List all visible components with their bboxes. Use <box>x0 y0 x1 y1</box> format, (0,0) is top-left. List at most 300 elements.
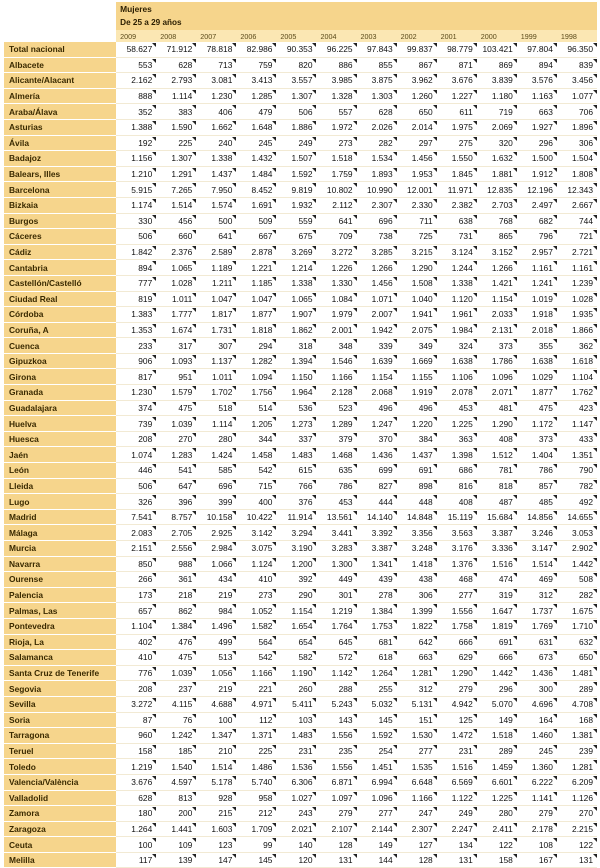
value-cell: 384 <box>397 431 437 447</box>
value-cell: 1.932 <box>276 197 316 213</box>
value-cell: 439 <box>357 572 397 588</box>
value-cell: 468 <box>437 572 477 588</box>
value-cell: 1.961 <box>437 307 477 323</box>
value-cell: 1.442 <box>557 556 597 572</box>
value-cell: 782 <box>557 478 597 494</box>
value-cell: 1.281 <box>557 759 597 775</box>
value-cell: 449 <box>316 572 356 588</box>
value-cell: 239 <box>557 743 597 759</box>
province-label: Gipuzkoa <box>4 353 116 369</box>
value-cell: 2.069 <box>477 119 517 135</box>
value-cell: 306 <box>397 587 437 603</box>
value-cell: 1.388 <box>116 119 156 135</box>
value-cell: 1.200 <box>276 556 316 572</box>
table-row <box>4 525 597 541</box>
value-cell: 506 <box>276 104 316 120</box>
value-cell: 796 <box>517 229 557 245</box>
value-cell: 786 <box>517 463 557 479</box>
value-cell: 1.154 <box>357 369 397 385</box>
value-cell: 282 <box>357 135 397 151</box>
value-cell: 245 <box>517 743 557 759</box>
value-cell: 1.040 <box>397 291 437 307</box>
value-cell: 12.001 <box>397 182 437 198</box>
value-cell: 1.114 <box>196 416 236 432</box>
value-cell: 1.618 <box>557 353 597 369</box>
value-cell: 219 <box>196 681 236 697</box>
value-cell: 1.556 <box>437 603 477 619</box>
value-cell: 1.219 <box>316 603 356 619</box>
value-cell: 3.053 <box>557 525 597 541</box>
value-cell: 1.941 <box>397 307 437 323</box>
value-cell: 4.597 <box>156 774 196 790</box>
value-cell: 1.518 <box>316 151 356 167</box>
value-cell: 2.071 <box>477 385 517 401</box>
value-cell: 1.077 <box>557 88 597 104</box>
value-cell: 1.285 <box>236 88 276 104</box>
value-cell: 1.437 <box>397 447 437 463</box>
year-header-cell: 1998 <box>557 30 597 42</box>
value-cell: 1.264 <box>357 665 397 681</box>
value-cell: 638 <box>437 213 477 229</box>
value-cell: 103.421 <box>477 42 517 57</box>
province-label: Cantabria <box>4 260 116 276</box>
value-cell: 3.190 <box>276 541 316 557</box>
value-cell: 818 <box>477 478 517 494</box>
value-cell: 7.950 <box>196 182 236 198</box>
value-cell: 984 <box>196 603 236 619</box>
value-cell: 5.915 <box>116 182 156 198</box>
value-cell: 225 <box>156 135 196 151</box>
province-label: Araba/Álava <box>4 104 116 120</box>
value-cell: 3.081 <box>196 73 236 89</box>
value-cell: 1.540 <box>156 759 196 775</box>
value-cell: 9.819 <box>276 182 316 198</box>
value-cell: 2.957 <box>517 244 557 260</box>
value-cell: 1.096 <box>357 790 397 806</box>
value-cell: 475 <box>517 400 557 416</box>
value-cell: 1.512 <box>477 447 517 463</box>
value-cell: 3.985 <box>316 73 356 89</box>
value-cell: 7.265 <box>156 182 196 198</box>
value-cell: 1.142 <box>316 665 356 681</box>
value-cell: 3.576 <box>517 73 557 89</box>
value-cell: 673 <box>517 650 557 666</box>
value-cell: 1.094 <box>236 369 276 385</box>
value-cell: 108 <box>517 837 557 853</box>
value-cell: 249 <box>276 135 316 151</box>
value-cell: 145 <box>236 852 276 868</box>
value-cell: 817 <box>116 369 156 385</box>
value-cell: 361 <box>156 572 196 588</box>
value-cell: 585 <box>196 463 236 479</box>
value-cell: 11.914 <box>276 509 316 525</box>
value-cell: 1.756 <box>236 385 276 401</box>
year-header-cell: 2000 <box>477 30 517 42</box>
value-cell: 243 <box>276 806 316 822</box>
value-cell: 1.161 <box>517 260 557 276</box>
province-label: Segovia <box>4 681 116 697</box>
value-cell: 3.839 <box>477 73 517 89</box>
value-cell: 128 <box>397 852 437 868</box>
value-cell: 1.758 <box>437 618 477 634</box>
value-cell: 97.804 <box>517 42 557 57</box>
header-blank-cell <box>4 30 116 42</box>
value-cell: 857 <box>517 478 557 494</box>
value-cell: 3.336 <box>477 541 517 557</box>
value-cell: 319 <box>477 587 517 603</box>
table-row <box>4 790 597 806</box>
value-cell: 650 <box>557 650 597 666</box>
value-cell: 410 <box>116 650 156 666</box>
value-cell: 145 <box>357 712 397 728</box>
value-cell: 1.648 <box>236 119 276 135</box>
value-cell: 1.731 <box>196 322 236 338</box>
value-cell: 1.919 <box>397 385 437 401</box>
value-cell: 337 <box>276 431 316 447</box>
value-cell: 363 <box>437 431 477 447</box>
value-cell: 898 <box>397 478 437 494</box>
value-cell: 173 <box>116 587 156 603</box>
value-cell: 1.574 <box>196 197 236 213</box>
value-cell: 1.953 <box>397 166 437 182</box>
value-cell: 1.230 <box>116 385 156 401</box>
value-cell: 4.688 <box>196 696 236 712</box>
value-cell: 446 <box>116 463 156 479</box>
value-cell: 149 <box>357 837 397 853</box>
value-cell: 151 <box>397 712 437 728</box>
value-cell: 686 <box>437 463 477 479</box>
value-cell: 374 <box>116 400 156 416</box>
value-cell: 2.026 <box>357 119 397 135</box>
value-cell: 349 <box>397 338 437 354</box>
value-cell: 8.452 <box>236 182 276 198</box>
province-label: Lugo <box>4 494 116 510</box>
value-cell: 663 <box>517 104 557 120</box>
province-label: Asturias <box>4 119 116 135</box>
value-cell: 1.530 <box>397 728 437 744</box>
value-cell: 506 <box>116 478 156 494</box>
value-cell: 131 <box>557 852 597 868</box>
value-cell: 438 <box>397 572 437 588</box>
value-cell: 434 <box>196 572 236 588</box>
value-cell: 1.737 <box>517 603 557 619</box>
value-cell: 1.964 <box>276 385 316 401</box>
value-cell: 270 <box>557 806 597 822</box>
value-cell: 1.290 <box>397 260 437 276</box>
value-cell: 1.486 <box>236 759 276 775</box>
value-cell: 1.472 <box>437 728 477 744</box>
value-cell: 1.702 <box>196 385 236 401</box>
value-cell: 1.338 <box>196 151 236 167</box>
province-label: Total nacional <box>4 42 116 57</box>
value-cell: 1.877 <box>517 385 557 401</box>
value-cell: 300 <box>517 681 557 697</box>
value-cell: 8.757 <box>156 509 196 525</box>
table-row <box>4 634 597 650</box>
province-label: Castellón/Castelló <box>4 275 116 291</box>
province-label: Pontevedra <box>4 618 116 634</box>
value-cell: 233 <box>116 338 156 354</box>
province-label: Málaga <box>4 525 116 541</box>
table-row <box>4 229 597 245</box>
value-cell: 3.147 <box>517 541 557 557</box>
value-cell: 6.569 <box>437 774 477 790</box>
province-label: Madrid <box>4 509 116 525</box>
table-row <box>4 213 597 229</box>
province-label: León <box>4 463 116 479</box>
value-cell: 1.394 <box>276 353 316 369</box>
value-cell: 572 <box>316 650 356 666</box>
value-cell: 13.561 <box>316 509 356 525</box>
value-cell: 553 <box>116 57 156 73</box>
value-cell: 1.818 <box>236 322 276 338</box>
table-row <box>4 759 597 775</box>
value-cell: 1.459 <box>477 759 517 775</box>
value-cell: 96.350 <box>557 42 597 57</box>
value-cell: 266 <box>116 572 156 588</box>
value-cell: 819 <box>116 291 156 307</box>
value-cell: 1.437 <box>196 166 236 182</box>
value-cell: 1.975 <box>437 119 477 135</box>
table-row <box>4 73 597 89</box>
value-cell: 317 <box>156 338 196 354</box>
year-header-cell: 2003 <box>357 30 397 42</box>
value-cell: 400 <box>236 494 276 510</box>
value-cell: 307 <box>196 338 236 354</box>
value-cell: 1.647 <box>477 603 517 619</box>
value-cell: 2.382 <box>437 197 477 213</box>
header-blank-cell <box>4 16 116 30</box>
value-cell: 738 <box>357 229 397 245</box>
value-cell: 1.328 <box>316 88 356 104</box>
value-cell: 14.655 <box>557 509 597 525</box>
value-cell: 87 <box>116 712 156 728</box>
value-cell: 158 <box>116 743 156 759</box>
value-cell: 1.289 <box>316 416 356 432</box>
value-cell: 4.115 <box>156 696 196 712</box>
value-cell: 1.918 <box>517 307 557 323</box>
value-cell: 541 <box>156 463 196 479</box>
value-cell: 654 <box>276 634 316 650</box>
value-cell: 506 <box>116 229 156 245</box>
value-cell: 1.669 <box>397 353 437 369</box>
value-cell: 1.893 <box>357 166 397 182</box>
value-cell: 3.246 <box>517 525 557 541</box>
value-cell: 237 <box>156 681 196 697</box>
value-cell: 820 <box>276 57 316 73</box>
value-cell: 76 <box>156 712 196 728</box>
value-cell: 1.376 <box>437 556 477 572</box>
value-cell: 5.411 <box>276 696 316 712</box>
table-row <box>4 821 597 837</box>
value-cell: 208 <box>116 431 156 447</box>
value-cell: 3.272 <box>316 244 356 260</box>
value-cell: 453 <box>437 400 477 416</box>
value-cell: 475 <box>156 400 196 416</box>
province-label: Ceuta <box>4 837 116 853</box>
value-cell: 1.514 <box>196 759 236 775</box>
value-cell: 396 <box>156 494 196 510</box>
value-cell: 2.107 <box>316 821 356 837</box>
table-row <box>4 743 597 759</box>
value-cell: 1.481 <box>557 665 597 681</box>
table-row <box>4 494 597 510</box>
value-cell: 777 <box>116 275 156 291</box>
value-cell: 1.927 <box>517 119 557 135</box>
value-cell: 10.158 <box>196 509 236 525</box>
value-cell: 3.387 <box>357 541 397 557</box>
value-cell: 1.221 <box>236 260 276 276</box>
value-cell: 1.161 <box>557 260 597 276</box>
value-cell: 402 <box>116 634 156 650</box>
value-cell: 1.290 <box>437 665 477 681</box>
value-cell: 2.068 <box>357 385 397 401</box>
value-cell: 2.307 <box>357 197 397 213</box>
value-cell: 231 <box>437 743 477 759</box>
value-cell: 691 <box>477 634 517 650</box>
value-cell: 1.126 <box>557 790 597 806</box>
value-cell: 120 <box>276 852 316 868</box>
value-cell: 2.902 <box>557 541 597 557</box>
value-cell: 813 <box>156 790 196 806</box>
value-cell: 3.269 <box>276 244 316 260</box>
value-cell: 1.822 <box>397 618 437 634</box>
value-cell: 1.536 <box>276 759 316 775</box>
value-cell: 279 <box>316 806 356 822</box>
value-cell: 3.272 <box>116 696 156 712</box>
value-cell: 1.759 <box>316 166 356 182</box>
value-cell: 1.483 <box>276 728 316 744</box>
value-cell: 296 <box>477 681 517 697</box>
value-cell: 699 <box>357 463 397 479</box>
province-label: Salamanca <box>4 650 116 666</box>
value-cell: 496 <box>397 400 437 416</box>
value-cell: 1.156 <box>116 151 156 167</box>
year-header-cell: 2008 <box>156 30 196 42</box>
value-cell: 3.456 <box>557 73 597 89</box>
header-row-title <box>4 2 597 16</box>
value-cell: 408 <box>437 494 477 510</box>
province-label: Córdoba <box>4 307 116 323</box>
table-row <box>4 353 597 369</box>
value-cell: 564 <box>236 634 276 650</box>
value-cell: 6.994 <box>357 774 397 790</box>
value-cell: 523 <box>316 400 356 416</box>
header-row-subtitle <box>4 16 597 30</box>
value-cell: 1.418 <box>397 556 437 572</box>
value-cell: 1.307 <box>276 88 316 104</box>
value-cell: 125 <box>437 712 477 728</box>
value-cell: 296 <box>517 135 557 151</box>
value-cell: 1.442 <box>477 665 517 681</box>
table-row <box>4 182 597 198</box>
province-label: Barcelona <box>4 182 116 198</box>
value-cell: 1.842 <box>116 244 156 260</box>
value-cell: 14.856 <box>517 509 557 525</box>
value-cell: 294 <box>236 338 276 354</box>
value-cell: 865 <box>477 229 517 245</box>
value-cell: 1.674 <box>156 322 196 338</box>
value-cell: 3.283 <box>316 541 356 557</box>
value-cell: 1.507 <box>276 151 316 167</box>
value-cell: 3.124 <box>437 244 477 260</box>
value-cell: 278 <box>357 587 397 603</box>
table-row <box>4 837 597 853</box>
value-cell: 867 <box>397 57 437 73</box>
value-cell: 500 <box>196 213 236 229</box>
value-cell: 1.174 <box>116 197 156 213</box>
value-cell: 1.097 <box>316 790 356 806</box>
value-cell: 1.260 <box>397 88 437 104</box>
value-cell: 1.150 <box>276 369 316 385</box>
value-cell: 3.563 <box>437 525 477 541</box>
value-cell: 1.180 <box>477 88 517 104</box>
value-cell: 339 <box>357 338 397 354</box>
value-cell: 3.356 <box>397 525 437 541</box>
value-cell: 5.740 <box>236 774 276 790</box>
value-cell: 1.189 <box>196 260 236 276</box>
table-row <box>4 509 597 525</box>
value-cell: 675 <box>276 229 316 245</box>
value-cell: 1.226 <box>316 260 356 276</box>
value-cell: 11.971 <box>437 182 477 198</box>
table-row <box>4 57 597 73</box>
value-cell: 2.078 <box>437 385 477 401</box>
value-cell: 1.282 <box>236 353 276 369</box>
value-cell: 376 <box>276 494 316 510</box>
table-row <box>4 431 597 447</box>
province-label: Teruel <box>4 743 116 759</box>
value-cell: 144 <box>357 852 397 868</box>
value-cell: 632 <box>557 634 597 650</box>
value-cell: 1.242 <box>156 728 196 744</box>
value-cell: 279 <box>517 806 557 822</box>
value-cell: 2.215 <box>557 821 597 837</box>
value-cell: 1.762 <box>557 385 597 401</box>
value-cell: 270 <box>156 431 196 447</box>
province-label: Cáceres <box>4 229 116 245</box>
value-cell: 1.421 <box>477 275 517 291</box>
value-cell: 1.441 <box>156 821 196 837</box>
value-cell: 1.436 <box>517 665 557 681</box>
value-cell: 147 <box>196 852 236 868</box>
value-cell: 289 <box>557 681 597 697</box>
value-cell: 485 <box>517 494 557 510</box>
value-cell: 492 <box>557 494 597 510</box>
value-cell: 1.456 <box>397 151 437 167</box>
value-cell: 273 <box>316 135 356 151</box>
value-cell: 1.582 <box>236 618 276 634</box>
value-cell: 739 <box>116 416 156 432</box>
value-cell: 249 <box>437 806 477 822</box>
value-cell: 894 <box>116 260 156 276</box>
value-cell: 1.106 <box>437 369 477 385</box>
table-row <box>4 806 597 822</box>
value-cell: 3.441 <box>316 525 356 541</box>
value-cell: 1.972 <box>316 119 356 135</box>
value-cell: 1.166 <box>236 665 276 681</box>
value-cell: 508 <box>557 572 597 588</box>
province-label: Bizkaia <box>4 197 116 213</box>
value-cell: 185 <box>156 743 196 759</box>
value-cell: 5.178 <box>196 774 236 790</box>
province-label: Albacete <box>4 57 116 73</box>
value-cell: 2.178 <box>517 821 557 837</box>
value-cell: 1.896 <box>557 119 597 135</box>
value-cell: 149 <box>477 712 517 728</box>
value-cell: 474 <box>477 572 517 588</box>
value-cell: 1.483 <box>276 447 316 463</box>
